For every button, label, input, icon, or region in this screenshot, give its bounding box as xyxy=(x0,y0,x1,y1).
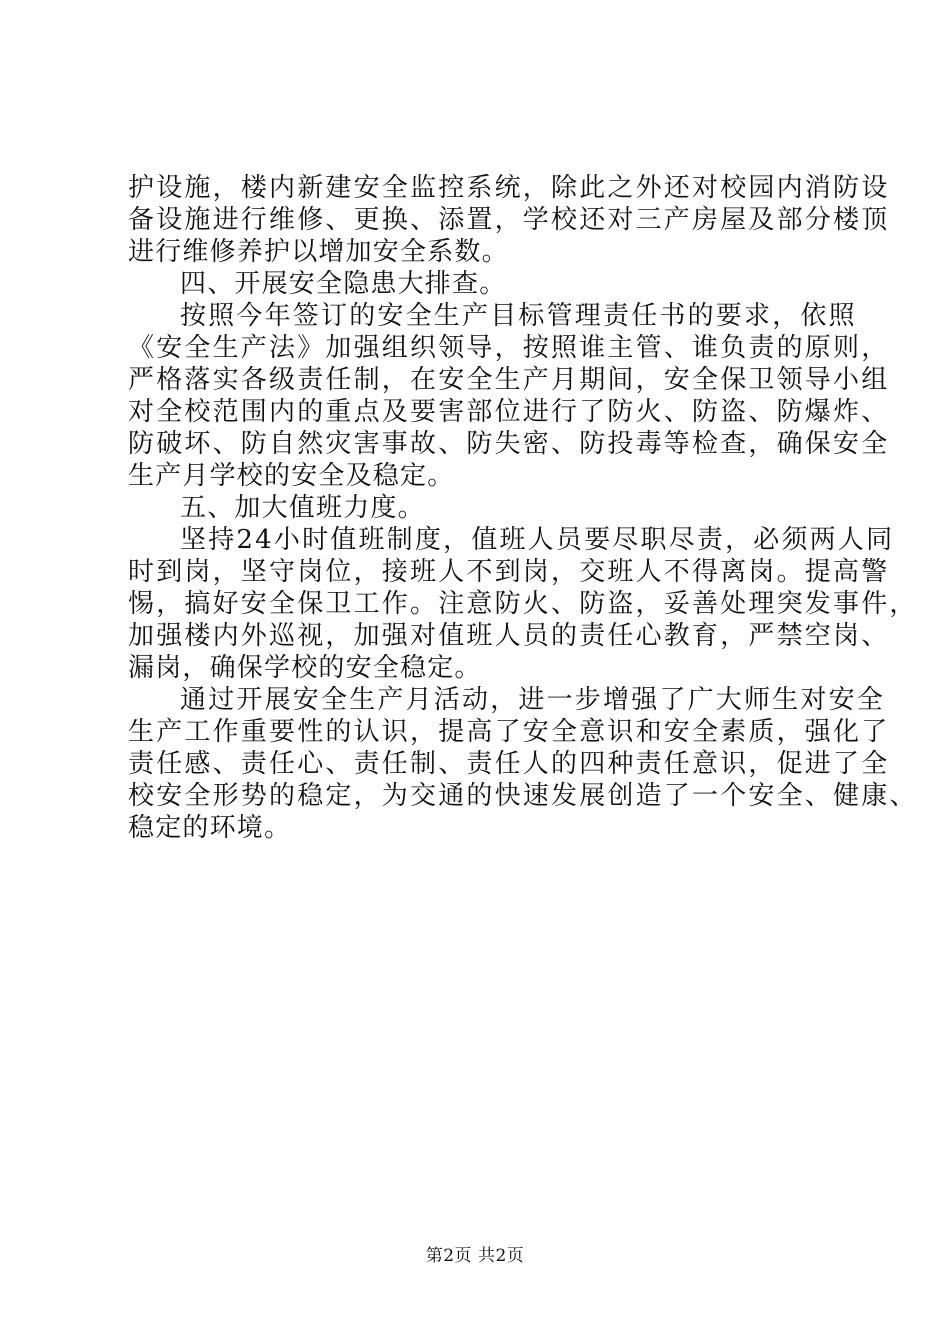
paragraph-duty-shifts xyxy=(128,524,918,684)
section-heading-five xyxy=(128,492,828,524)
text-line: 对全校范围内的重点及要害部位进行了防火、防盗、防爆炸、 xyxy=(128,397,890,427)
text-line: 坚持24小时值班制度，值班人员要尽职尽责，必须两人同 xyxy=(180,525,895,555)
page-number-footer: 第2页 共2页 xyxy=(425,1246,525,1266)
paragraph-continued xyxy=(128,172,890,268)
text-line: 进行维修养护以增加安全系数。 xyxy=(128,237,509,267)
heading-line: 五、加大值班力度。 xyxy=(180,493,425,523)
text-line: 护设施，楼内新建安全监控系统，除此之外还对校园内消防设 xyxy=(128,173,890,203)
text-line: 漏岗，确保学校的安全稳定。 xyxy=(128,653,482,683)
text-line: 防破坏、防自然灾害事故、防失密、防投毒等检查，确保安全 xyxy=(128,429,890,459)
text-line: 校安全形势的稳定，为交通的快速发展创造了一个安全、健康、 xyxy=(128,781,918,811)
section-heading-four xyxy=(128,268,828,300)
paragraph-hazard-inspection xyxy=(128,300,890,492)
paragraph-conclusion xyxy=(128,684,918,844)
text-line: 稳定的环境。 xyxy=(128,813,292,843)
heading-line: 四、开展安全隐患大排查。 xyxy=(180,269,507,299)
text-line: 惕，搞好安全保卫工作。注意防火、防盗，妥善处理突发事件， xyxy=(128,589,918,619)
text-line: 严格落实各级责任制，在安全生产月期间，安全保卫领导小组 xyxy=(128,365,890,395)
text-line: 生产月学校的安全及稳定。 xyxy=(128,461,455,491)
text-line: 按照今年签订的安全生产目标管理责任书的要求，依照 xyxy=(180,301,857,331)
text-line: 时到岗，坚守岗位，接班人不到岗，交班人不得离岗。提高警 xyxy=(128,557,890,587)
text-line: 通过开展安全生产月活动，进一步增强了广大师生对安全 xyxy=(180,685,886,715)
text-line: 责任感、责任心、责任制、责任人的四种责任意识，促进了全 xyxy=(128,749,890,779)
text-line: 备设施进行维修、更换、添置，学校还对三产房屋及部分楼顶 xyxy=(128,205,890,235)
text-line: 加强楼内外巡视，加强对值班人员的责任心教育，严禁空岗、 xyxy=(128,621,890,651)
text-line: 生产工作重要性的认识，提高了安全意识和安全素质，强化了 xyxy=(128,717,890,747)
document-body xyxy=(128,172,918,844)
text-line: 《安全生产法》加强组织领导，按照谁主管、谁负责的原则， xyxy=(128,333,890,363)
